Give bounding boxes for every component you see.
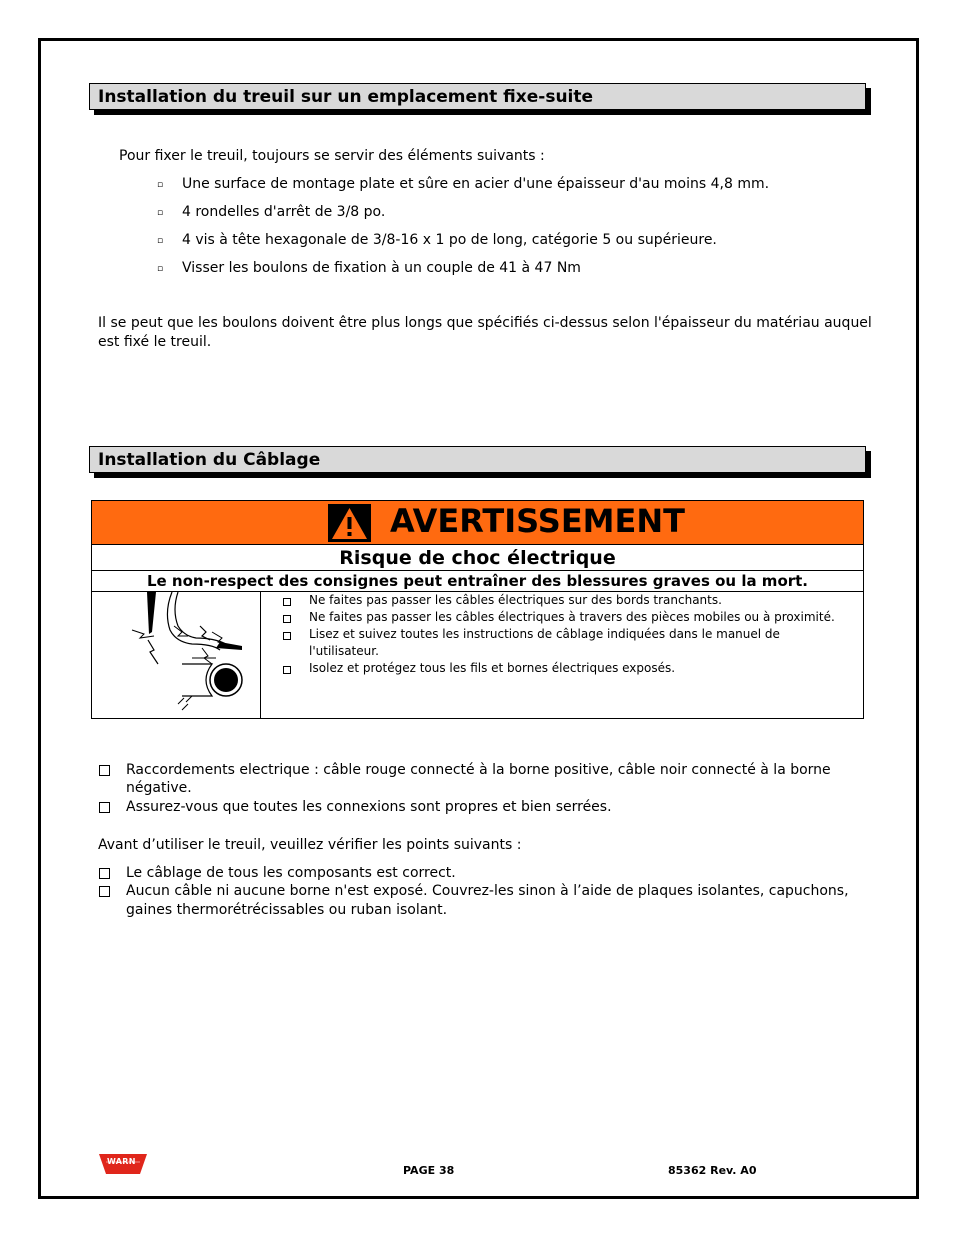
checklist-item: Aucun câble ni aucune borne n'est exposé. Couvrez-les sinon à l’aide de plaques isolantes, capuchons, [126,883,849,899]
warning-title: AVERTISSEMENT [390,502,685,540]
list-item: Visser les boulons de fixation à un couple de 41 à 47 Nm [182,260,581,276]
warn-logo-text: WARN [107,1157,136,1166]
checklist-item: Le câblage de tous les composants est correct. [126,865,456,881]
intro-text: Pour fixer le treuil, toujours se servir des éléments suivants : [119,148,545,164]
warning-item: Ne faites pas passer les câbles électriques à travers des pièces mobiles ou à proximité. [309,610,835,624]
section-header-fixed-mount [89,83,866,110]
document-revision: 85362 Rev. A0 [668,1164,757,1177]
checkbox-icon [283,632,291,640]
checklist-item: négative. [126,780,192,796]
warning-banner [92,501,863,545]
list-item: Une surface de montage plate et sûre en acier d'une épaisseur d'au moins 4,8 mm. [182,176,770,192]
bullet-icon: ▫ [157,236,164,246]
checkbox-icon [99,868,110,879]
list-item: 4 rondelles d'arrêt de 3/8 po. [182,204,386,220]
checkbox-icon [99,765,110,776]
bullet-icon: ▫ [157,180,164,190]
checkbox-icon [283,615,291,623]
section-header-wiring [89,446,866,473]
checklist-item: gaines thermorétrécissables ou ruban isolant. [126,902,448,918]
note-line: Il se peut que les boulons doivent être plus longs que spécifiés ci-dessus selon l'épaisseur du matériau auquel [98,315,872,331]
warning-box [91,500,864,719]
bullet-icon: ▫ [157,264,164,274]
checkbox-icon [283,598,291,606]
warning-item: Isolez et protégez tous les fils et bornes électriques exposés. [309,661,676,675]
consequence-text: Le non-respect des consignes peut entraîner des blessures graves ou la mort. [92,571,863,592]
checklist-item: Raccordements electrique : câble rouge connecté à la borne positive, câble noir connecté à la borne [126,762,831,778]
page-number: PAGE 38 [403,1164,455,1177]
checkbox-icon [99,802,110,813]
section-title: Installation du treuil sur un emplacement fixe-suite [98,87,594,107]
bullet-icon: ▫ [157,208,164,218]
list-item: 4 vis à tête hexagonale de 3/8-16 x 1 po de long, catégorie 5 ou supérieure. [182,232,717,248]
warning-item: l'utilisateur. [309,644,379,658]
hazard-subtitle: Risque de choc électrique [92,545,863,571]
note-line: est fixé le treuil. [98,334,212,350]
warning-triangle-icon [328,504,371,542]
shock-illustration-cell [92,592,261,718]
electric-shock-illustration [92,592,260,718]
warning-item: Ne faites pas passer les câbles électriques sur des bords tranchants. [309,593,722,607]
checkbox-icon [99,886,110,897]
section-title: Installation du Câblage [98,450,321,470]
checklist-item: Assurez-vous que toutes les connexions sont propres et bien serrées. [126,799,612,815]
checkbox-icon [283,666,291,674]
warning-item: Lisez et suivez toutes les instructions de câblage indiquées dans le manuel de [309,627,780,641]
before-use-text: Avant d’utiliser le treuil, veuillez vérifier les points suivants : [98,837,522,853]
